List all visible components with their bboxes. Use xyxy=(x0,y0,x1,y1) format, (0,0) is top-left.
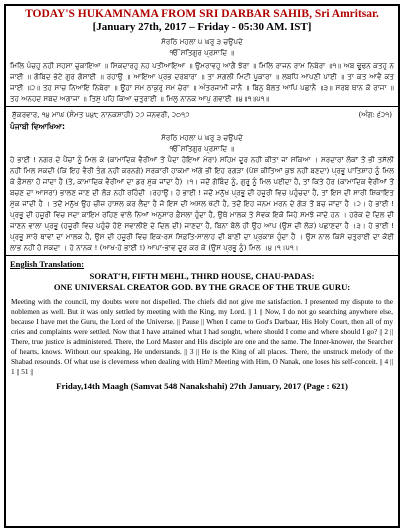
english-label: English Translation: xyxy=(10,259,85,269)
gurmukhi-heading-1: ਸੋਰਠਿ ਮਹਲਾ ੫ ਘਰੁ ੩ ਚਉਪਦੇ xyxy=(161,37,243,46)
punjabi-explanation: ਹੇ ਭਾਈ ! ਨਗਰ ਦੇ ਪੈਂਚਾਂ ਨੂੰ ਮਿਲ ਕੇ (ਕਾਮਾਦਿਕ ਵੈਰੀਆਂ ਤੋਂ ਪੈਦਾ ਹੋਇਆ ਮੇਰਾ) ਸਹਿਮ ਦੂਰ ਨਹੀਂ ਕੀਤਾ ਜਾ ਸਕਿਆ । ਸਰਦਾਰਾਂ ਲੋਕਾਂ ਤੋਂ ਭੀ ਤਸੱਲੀ ਨਹੀਂ ਮਿਲ ਸਕਦੀ (ਕਿ ਇਹ ਵੈਰੀ ਤੰਗ ਨਹੀਂ ਕਰਨਗੇ) ਸਰਕਾਰੀ ਹਾਕਮਾਂ ਅੱਗੇ ਭੀ ਇਹ ਰਗੜਾ (ਪੇਸ਼ ਕੀਤਿਆਂ ਕੁਝ ਨਹੀਂ ਬਣਦਾ) ਪ੍ਰਭੂ ਪਾਤਿਸ਼ਾਹ ਨੂੰ ਮਿਲ ਕੇ ਫ਼ੈਸਲਾ ਹੋ ਜਾਂਦਾ ਹੈ (ਤੇ, ਕਾਮਾਦਿਕ ਵੈਰੀਆਂ ਦਾ ਡਰ ਮੁੱਕ ਜਾਂਦਾ ਹੈ) ।੧। ਜਦੋਂ ਗੋਬਿੰਦ ਨੂੰ, ਗੁਰੂ ਨੂੰ ਮਿਲ ਪਈਦਾ ਹੈ, ਤਾਂ ਕਿਤੇ ਹੋਰ (ਕਾਮਾਦਿਕ ਵੈਰੀਆਂ ਤੋਂ ਬਚਣ ਦਾ ਆਸਰਾ) ਭਾਲਣ ਜਾਣ ਦੀ ਲੋੜ ਨਹੀਂ ਰਹਿੰਦੀ ।ਰਹਾਉ। ਹੇ ਭਾਈ ! ਜਦੋਂ ਮਨੁੱਖ ਪ੍ਰਭੂ ਦੀ ਹਜ਼ੂਰੀ ਵਿਚ ਪਹੁੰਚਦਾ ਹੈ, ਤਾਂ ਇਸ ਦੀ ਸਾਰੀ ਸ਼ਿਕਾਇਤ ਮੁੱਕ ਜਾਂਦੀ ਹੈ । ਤਦੋਂ ਮਨੁੱਖ ਉਹ ਚੀਜ਼ ਹਾਸਲ ਕਰ ਲੈਂਦਾ ਹੈ ਜੋ ਇਸ ਦੀ ਅਸਲ ਖੱਟੀ ਹੈ, ਤਦੋਂ ਇਹ ਜਨਮ ਮਰਨ ਦੇ ਗੇੜ ਤੋਂ ਬਚ ਜਾਂਦਾ ਹੈ ।੨। ਹੇ ਭਾਈ ! ਪ੍ਰਭੂ ਦੀ ਹਜ਼ੂਰੀ ਵਿਚ ਸਦਾ ਕਾਇਮ ਰਹਿਣ ਵਾਲੇ ਨਿਆਂ ਅਨੁਸਾਰ ਫ਼ੈਸਲਾ ਹੁੰਦਾ ਹੈ, ਉਥੇ ਮਾਲਕ ਤੇ ਸੇਵਕ ਇਕੋ ਜਿਹੇ ਸਮਝੇ ਜਾਂਦੇ ਹਨ । ਹਰੇਕ ਦੇ ਦਿਲ ਦੀ ਜਾਣਨ ਵਾਲਾ ਪ੍ਰਭੂ (ਹਜ਼ੂਰੀ ਵਿਚ ਪਹੁੰਚੇ ਹੋਏ ਸਵਾਲੀਏ ਦੇ ਦਿਲ ਦੀ) ਜਾਣਦਾ ਹੈ, ਬਿਨਾ ਬੋਲੇ ਹੀ ਉਹ ਆਪ (ਉਸ ਦੀ ਲੋੜ) ਪਛਾਣਦਾ ਹੈ ।੩। ਹੇ ਭਾਈ ! ਪ੍ਰਭੂ ਸਾਰੇ ਥਾਵਾਂ ਦਾ ਮਾਲਕ ਹੈ, ਉਸ ਦੀ ਹਜ਼ੂਰੀ ਵਿਚ ਇਕ-ਰਸ ਸਿਫ਼ਤਿ-ਸਾਲਾਹ ਦੀ ਬਾਣੀ ਦਾ ਪ੍ਰਕਾਸ਼ ਹੁੰਦਾ ਹੈ । ਉਸ ਨਾਲ ਕਿਸੇ ਚਤੁਰਾਈ ਦਾ ਕੋਈ ਲਾਭ ਨਹੀਂ ਹੋ ਸਕਦਾ । ਹੇ ਨਾਨਕ ! (ਆਖ-ਹੇ ਭਾਈ !) ਆਪਾ-ਭਾਵ ਦੂਰ ਕਰ ਕੇ (ਉਸ ਪ੍ਰਭੂ ਨੂੰ) ਮਿਲ ।੪।੧।੫੧। xyxy=(10,155,394,252)
hukamnama-page xyxy=(4,4,400,528)
punjabi-label: ਪੰਜਾਬੀ ਵਿਆਖਿਆ: xyxy=(10,122,66,131)
info-row xyxy=(6,109,398,121)
gurmukhi-heading-2: ੴ ਸਤਿਗੁਰ ਪ੍ਰਸਾਦਿ ॥ xyxy=(169,48,235,57)
footer-date: Friday,14th Maagh (Samvat 548 Nanakshahi) 27th January, 2017 (Page : 621) xyxy=(56,381,348,391)
english-heading-1: SORAT'H, FIFTH MEHL, THIRD HOUSE, CHAU-PADAS: xyxy=(89,271,315,281)
divider-1 xyxy=(6,106,398,107)
divider-2 xyxy=(6,255,398,256)
page-title: TODAY'S HUKAMNAMA FROM SRI DARBAR SAHIB, Sri Amritsar. xyxy=(25,8,379,20)
punjabi-heading-2: ੴ ਸਤਿਗੁਰ ਪ੍ਰਸਾਦਿ ॥ xyxy=(169,144,235,153)
english-translation: Meeting with the council, my doubts were not dispelled. The chiefs did not give me satisfaction. I presented my dispute to the noblemen as well. But it was only settled by meeting with the King, my Lord. || 1 || Now, I do not go searching anywhere else, because I have met the Guru, the Lord of the Universe. || Pause || When I came to God's Darbaar, His Holy Court, then all of my cries and complaints were settled. Now that I have attained what I had sought, where should I come and where should I go? || 2 || There, true justice is administered. There, the Lord Master and His disciple are one and the same. The Inner-knower, the Searcher of hearts, knows. Without our speaking, He understands. || 3 || He is the King of all places. There, the unstruck melody of the Shabad resounds. Of what use is cleverness when dealing with Him? Meeting with Him, O Nanak, one loses his self-conceit. || 4 || 1 || 51 || xyxy=(11,297,393,376)
english-heading-2: ONE UNIVERSAL CREATOR GOD. BY THE GRACE OF THE TRUE GURU: xyxy=(53,282,351,292)
punjabi-heading-1: ਸੋਰਠਿ ਮਹਲਾ ੫ ਘਰੁ ੩ ਚਉਪਦੇ xyxy=(161,133,243,142)
ang-number: (ਅੰਗ: ੬੨੧) xyxy=(358,110,392,119)
page-date: [January 27th, 2017 – Friday - 05:30 AM. IST] xyxy=(92,21,312,33)
gurmukhi-date: ਸ਼ੁੱਕਰਵਾਰ, ੧੪ ਮਾਘ (ਸੰਮਤ ੫੪੮ ਨਾਨਕਸ਼ਾਹੀ) ੨੭ ਜਨਵਰੀ, ੨੦੧੭ xyxy=(12,110,190,119)
gurmukhi-verse: ਮਿਲਿ ਪੰਚਹੁ ਨਹੀ ਸਹਸਾ ਚੁਕਾਇਆ ॥ ਸਿਕਦਾਰਹੁ ਨਹ ਪਤੀਆਇਆ ॥ ਉਮਰਾਵਹੁ ਆਗੈ ਝੇਰਾ ॥ ਮਿਲਿ ਰਾਜਨ ਰਾਮ ਨਿਬੇਰਾ ॥੧॥ ਅਬ ਢੂਢਨ ਕਤਹੁ ਨ ਜਾਈ ॥ ਗੋਬਿਦ ਭੇਟੇ ਗੁਰ ਗੋਸਾਈ ॥ ਰਹਾਉ ॥ ਆਇਆ ਪ੍ਰਭ ਦਰਬਾਰਾ ॥ ਤਾ ਸਗਲੀ ਮਿਟੀ ਪੂਕਾਰਾ ॥ ਲਬਧਿ ਆਪਣੀ ਪਾਈ ॥ ਤਾ ਕਤ ਆਵੈ ਕਤ ਜਾਈ ॥੨॥ ਤਹ ਸਾਚ ਨਿਆਇ ਨਿਬੇਰਾ ॥ ਊਹਾ ਸਮ ਠਾਕੁਰੁ ਸਮ ਚੇਰਾ ॥ ਅੰਤਰਜਾਮੀ ਜਾਨੈ ॥ ਬਿਨੁ ਬੋਲਤ ਆਪਿ ਪਛਾਨੈ ॥੩॥ ਸਰਬ ਥਾਨ ਕੋ ਰਾਜਾ ॥ ਤਹ ਅਨਹਦ ਸਬਦ ਅਗਾਜਾ ॥ ਤਿਸੁ ਪਹਿ ਕਿਆ ਚਤੁਰਾਈ ॥ ਮਿਲੁ ਨਾਨਕ ਆਪੁ ਗਵਾਈ ॥੪॥੧॥੫੧॥ xyxy=(10,61,394,103)
